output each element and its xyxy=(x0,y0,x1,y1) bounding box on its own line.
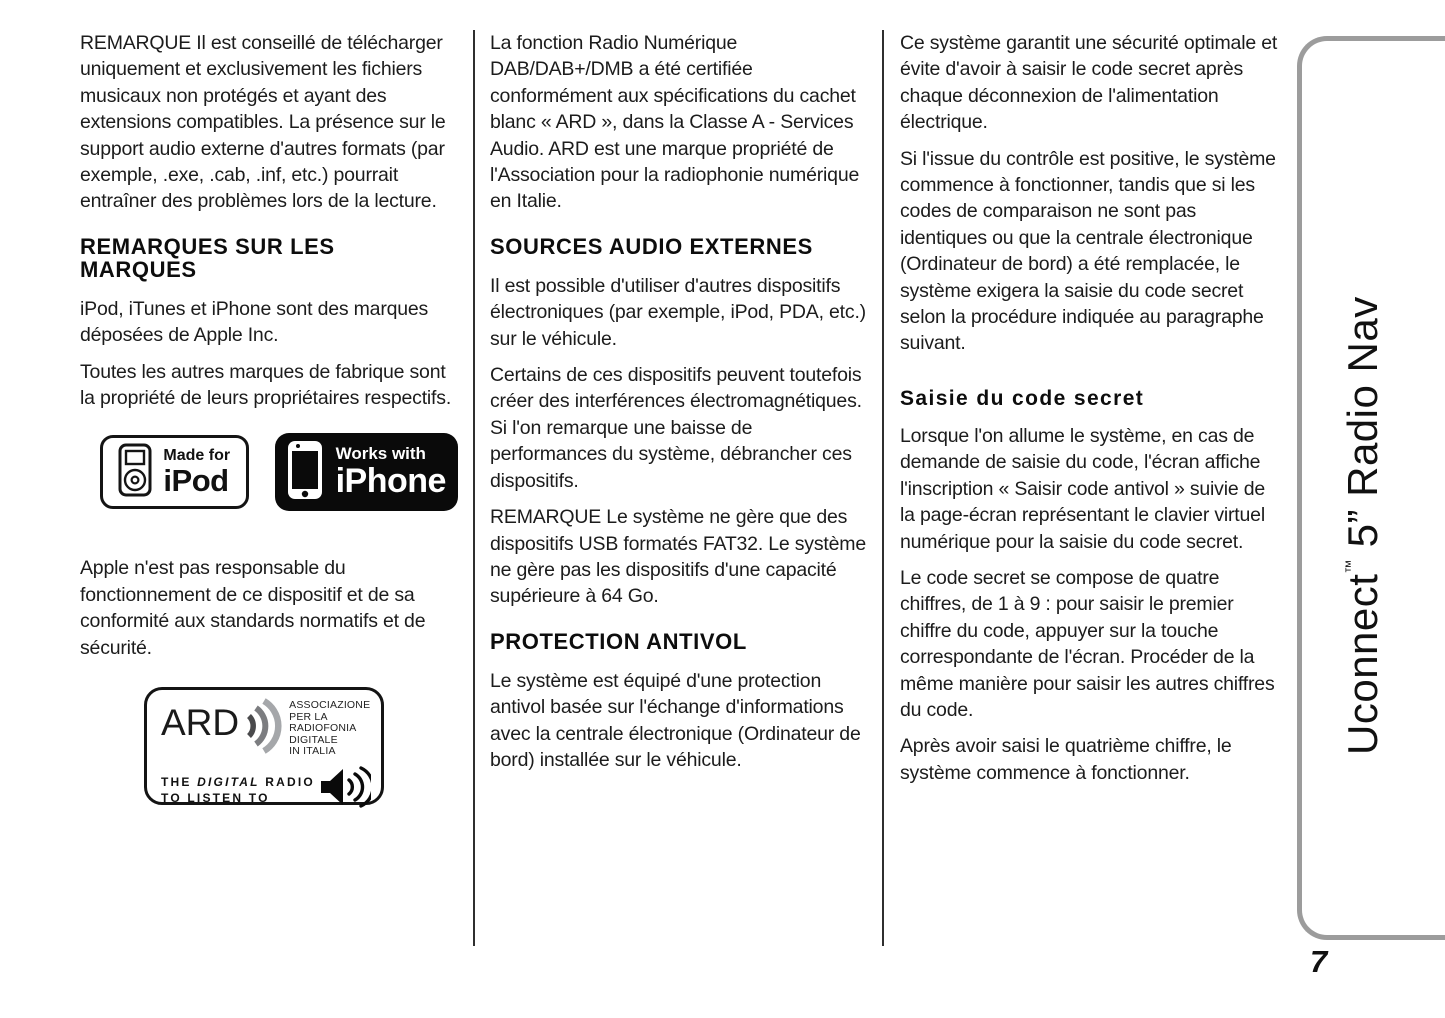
paragraph-other-devices: Il est possible d'utiliser d'autres dispositifs électroniques (par exemple, iPod, PDA, etc.) sur le véhicule. xyxy=(490,274,866,350)
column-right xyxy=(900,30,1278,796)
ipod-icon xyxy=(118,443,152,502)
column-middle xyxy=(490,30,868,783)
made-for-ipod-badge xyxy=(100,435,249,509)
ard-association-line: IN ITALIA xyxy=(289,745,336,758)
heading-saisie-du-code-secret: Saisie du code secret xyxy=(900,386,1145,410)
ard-association-line: RADIOFONIA DIGITALE xyxy=(289,722,356,746)
ard-logo-bottom xyxy=(161,765,371,814)
paragraph-antitheft: Le système est équipé d'une protection antivol basée sur l'échange d'informations avec la centrale électronique (Ordinateur de bord) installée sur le véhicule. xyxy=(490,669,861,771)
paragraph-interferences: Certains de ces dispositifs peuvent toutefois créer des interférences électromagnétiques. Si l'on remarque une baisse de performances du système, débrancher ces dispositifs. xyxy=(490,364,862,492)
paragraph-apple-trademarks: iPod, iTunes et iPhone sont des marques déposées de Apple Inc. xyxy=(80,297,429,347)
paragraph-security-guarantee: Ce système garantit une sécurité optimale et évite d'avoir à saisir le code secret après chaque déconnexion de l'alimentation électrique. xyxy=(900,32,1278,134)
ipod-badge-text xyxy=(163,447,230,497)
paragraph-apple-disclaimer: Apple n'est pas responsable du fonctionnement de ce dispositif et de sa conformité aux standards normatifs et de sécurité. xyxy=(80,557,426,659)
ard-soundwave-icon xyxy=(241,698,283,759)
ipod-badge-line2: iPod xyxy=(163,462,229,498)
speaker-icon xyxy=(319,765,371,814)
apple-badges-row xyxy=(100,433,458,511)
paragraph-dab-certification: La fonction Radio Numérique DAB/DAB+/DMB a été certifiée conformément aux spécifications du cachet blanc « ARD », dans la Classe A - Services Audio. ARD est une marque propriété de l'Association pour la radiophonie numérique en Italie. xyxy=(490,32,860,213)
ard-tagline-digital: DIGITAL xyxy=(197,774,260,789)
paragraph-fourth-digit: Après avoir saisi le quatrième chiffre, le système commence à fonctionner. xyxy=(900,735,1232,784)
ard-tagline xyxy=(161,774,315,806)
page-number: 7 xyxy=(1310,944,1328,979)
iphone-badge-line2: iPhone xyxy=(335,461,446,500)
heading-sources-audio-externes: SOURCES AUDIO EXTERNES xyxy=(490,233,813,259)
column-divider xyxy=(882,30,884,946)
paragraph-usb-fat32: REMARQUE Le système ne gère que des dispositifs USB formatés FAT32. Le système ne gère pas les dispositifs d'une capacité supérieure à 64 Go. xyxy=(490,506,866,608)
heading-remarques-sur-les-marques: REMARQUES SUR LES MARQUES xyxy=(80,233,335,282)
heading-protection-antivol: PROTECTION ANTIVOL xyxy=(490,628,747,654)
paragraph-remarque-download: REMARQUE Il est conseillé de télécharger uniquement et exclusivement les fichiers musicaux non protégés et ayant des extensions compatibles. La présence sur le support audio externe d'autres formats (par exemple, .exe, .cab, .inf, etc.) pourrait entraîner des problèmes lors de la lecture. xyxy=(80,32,446,213)
column-divider xyxy=(473,30,475,946)
ard-tagline-the: THE xyxy=(161,774,192,789)
ard-brand-text: ARD xyxy=(161,702,240,744)
ard-association-line: PER LA xyxy=(289,710,328,723)
iphone-icon xyxy=(287,440,323,505)
ard-logo-top xyxy=(161,698,371,759)
paragraph-code-four-digits: Le code secret se compose de quatre chiffres, de 1 à 9 : pour saisir le premier chiffre du code, appuyer sur la touche correspondante de l'écran. Procéder de la même manière pour saisir les autres chiffres du code. xyxy=(900,566,1275,721)
ipod-badge-line1: Made for xyxy=(163,447,231,465)
iphone-badge-text xyxy=(336,445,446,499)
ard-association-line: ASSOCIAZIONE xyxy=(289,699,371,712)
chapter-title-vertical xyxy=(1339,296,1386,755)
trademark-symbol: ™ xyxy=(1342,559,1358,574)
chapter-title-brand: Uconnect xyxy=(1339,573,1386,755)
chapter-title-rest: 5” Radio Nav xyxy=(1339,296,1386,548)
paragraph-code-entry-screen: Lorsque l'on allume le système, en cas de demande de saisie du code, l'écran affiche l'inscription « Saisir code antivol » suivie de la page-écran représentant le clavier virtuel numérique pour la saisie du code secret. xyxy=(900,424,1266,553)
iphone-badge-line1: Works with xyxy=(335,444,426,464)
paragraph-code-check: Si l'issue du contrôle est positive, le système commence à fonctionner, tandis que si les codes de comparaison ne sont pas identiques ou que la centrale électronique (Ordinateur de bord) a été remplacée, le système exigera la saisie du code secret selon la procédure indiquée au paragraphe suivant. xyxy=(900,147,1276,355)
ard-association-text xyxy=(289,698,371,758)
sidebar-chapter-tab xyxy=(1297,36,1445,940)
paragraph-other-trademarks: Toutes les autres marques de fabrique sont la propriété de leurs propriétaires respectifs. xyxy=(80,360,452,410)
works-with-iphone-badge xyxy=(275,433,459,511)
ard-tagline-line2: TO LISTEN TO xyxy=(161,790,270,805)
ard-logo xyxy=(144,687,384,805)
column-left xyxy=(80,30,458,805)
ard-tagline-radio: RADIO xyxy=(265,774,315,789)
